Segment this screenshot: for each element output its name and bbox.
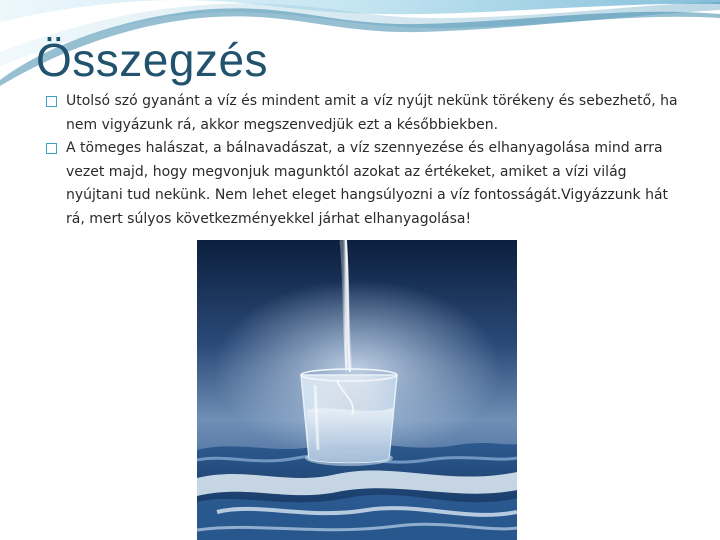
bullet-item <box>46 137 686 231</box>
slide-title: Összegzés <box>36 34 269 86</box>
square-bullet-icon <box>46 143 57 154</box>
bullet-list <box>46 90 686 231</box>
square-bullet-icon <box>46 96 57 107</box>
water-glass-photo <box>197 240 517 540</box>
bullet-text: Utolsó szó gyanánt a víz és mindent amit a víz nyújt nekünk törékeny és sebezhető, ha nem vigyázunk rá, akkor megszenvedjük ezt a későbbiekben. <box>66 93 678 133</box>
bullet-text: A tömeges halászat, a bálnavadászat, a víz szennyezése és elhanyagolása mind arra vezet majd, hogy megvonjuk magunktól azokat az értékeket, amiket a vízi világ nyújtani tud nekünk. Nem lehet eleget hangsúlyozni a víz fontosságát.Vigyázzunk hát rá, mert súlyos következményekkel járhat elhanyagolása! <box>66 140 669 227</box>
bullet-item <box>46 90 686 137</box>
